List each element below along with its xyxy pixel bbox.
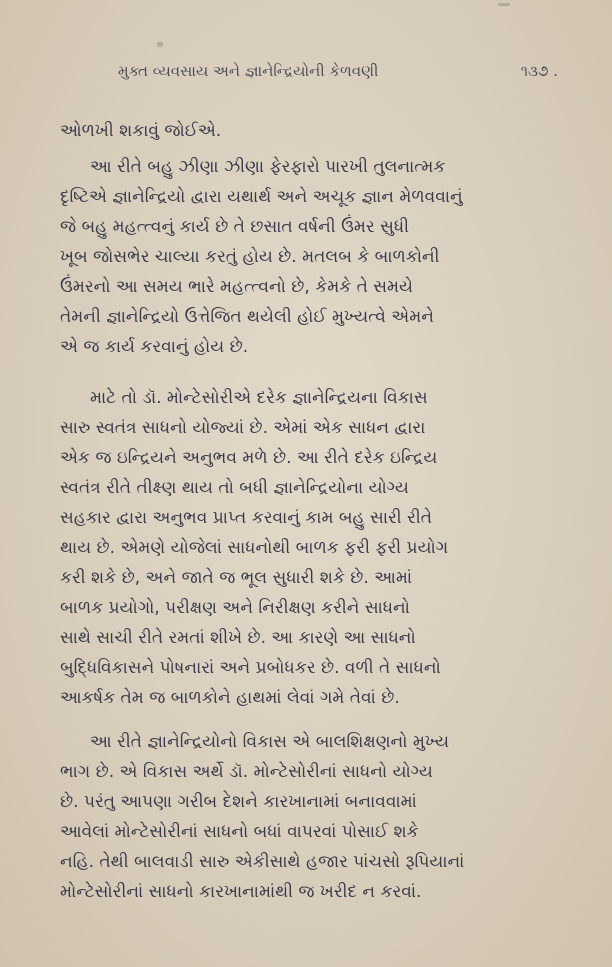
text-line: દૃષ્ટિએ જ્ઞાનેન્દ્રિયો દ્વારા યથાર્થ અને અચૂક જ્ઞાન મેળવવાનું — [60, 187, 463, 207]
text-line: સાથે સાચી રીતે રમતાં શીખે છે. આ કારણે આ સાધનો — [60, 628, 416, 648]
running-title: મુક્ત વ્યવસાય અને જ્ઞાનેન્દ્રિયોની કેળવણી — [118, 62, 379, 80]
page-number: ૧૩૭ . — [520, 62, 558, 80]
text-line: આકર્ષક તેમ જ બાળકોને હાથમાં લેવાં ગમે તેવાં છે. — [60, 688, 400, 708]
text-line: આવેલાં મોન્ટેસોરીનાં સાધનો બધાં વાપરવાં પોસાઈ શકે — [60, 822, 419, 842]
text-line: થાય છે. એમણે યોજેલાં સાધનોથી બાળક ફરી ફરી પ્રયોગ — [60, 538, 449, 558]
text-line: બુદ્ધિવિકાસને પોષનારાં અને પ્રબોધકર છે. વળી તે સાધનો — [60, 658, 441, 678]
paragraph — [60, 727, 570, 907]
text-line: ભાગ છે. એ વિકાસ અર્થે ડૉ. મોન્ટેસોરીનાં સાધનો યોગ્ય — [60, 762, 433, 782]
text-line: માટે તો ડૉ. મોન્ટેસોરીએ દરેક જ્ઞાનેન્દ્રિયના વિકાસ — [90, 388, 428, 408]
paragraph — [60, 116, 570, 146]
paragraph — [60, 152, 570, 362]
text-line: આ રીતે બહુ ઝીણા ઝીણા ફેરફારો પારખી તુલનાત્મક — [90, 157, 446, 177]
text-line: એક જ ઇન્દ્રિયને અનુભવ મળે છે. આ રીતે દરેક ઇન્દ્રિય — [60, 448, 438, 468]
text-line: ઉંમરનો આ સમય ભારે મહત્ત્વનો છે, કેમકે તે સમયે — [60, 277, 413, 297]
text-line: છે. પરંતુ આપણા ગરીબ દેશને કારખાનામાં બનાવવામાં — [60, 792, 417, 812]
paragraph — [60, 383, 570, 713]
text-line: નહિ. તેથી બાલવાડી સારુ એકીસાથે હજાર પાંચસો રૂપિયાનાં — [60, 852, 465, 872]
text-line: આ રીતે જ્ઞાનેન્દ્રિયોનો વિકાસ એ બાલશિક્ષણનો મુખ્ય — [90, 732, 450, 752]
page-speck — [157, 42, 163, 47]
text-line: સ્વતંત્ર રીતે તીક્ષ્ણ થાય તો બધી જ્ઞાનેન્દ્રિયોના યોગ્ય — [60, 478, 409, 498]
text-line: મોન્ટેસોરીનાં સાધનો કારખાનામાંથી જ ખરીદ ન કરવાં. — [60, 882, 422, 902]
text-line: જે બહુ મહત્ત્વનું કાર્ય છે તે છસાત વર્ષની ઉંમર સુધી — [60, 217, 409, 237]
page-header — [118, 62, 558, 82]
text-line: કરી શકે છે, અને જાતે જ ભૂલ સુધારી શકે છે. આમાં — [60, 568, 412, 588]
text-line: ખૂબ જોસભેર ચાલ્યા કરતું હોય છે. મતલબ કે બાળકોની — [60, 247, 440, 267]
text-line: સારુ સ્વતંત્ર સાધનો યોજ્યાં છે. એમાં એક સાધન દ્વારા — [60, 418, 426, 438]
text-line: સહકાર દ્વારા અનુભવ પ્રાપ્ત કરવાનું કામ બહુ સારી રીતે — [60, 508, 432, 528]
text-line: બાળક પ્રયોગો, પરીક્ષણ અને નિરીક્ષણ કરીને સાધનો — [60, 598, 410, 618]
text-line: તેમની જ્ઞાનેન્દ્રિયો ઉત્તેજિત થયેલી હોઈ મુખ્યત્વે એમને — [60, 307, 434, 327]
text-line: એ જ કાર્ય કરવાનું હોય છે. — [60, 337, 249, 357]
page-speck — [498, 3, 510, 6]
text-line: ઓળખી શકાવું જોઈએ. — [60, 121, 222, 141]
